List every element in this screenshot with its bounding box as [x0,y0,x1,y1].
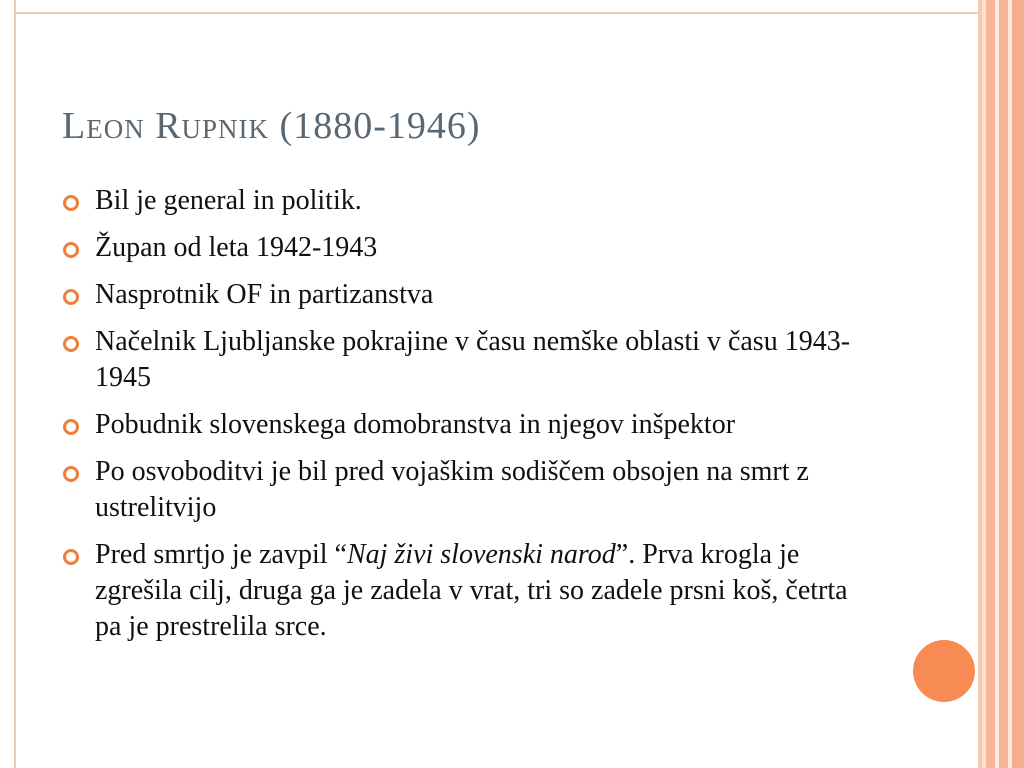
list-item [62,454,862,526]
decorative-stripe [986,0,995,768]
bullet-text: Nasprotnik OF in partizanstva [95,279,434,310]
frame-top-line [14,12,980,14]
list-item [62,407,862,443]
circle-bullet-icon [63,242,79,258]
quote-text: Naj živi slovenski narod [346,539,616,570]
list-item [62,277,862,313]
bullet-text [95,537,862,645]
quote-lead-text: Pred smrtjo je zavpil “ [95,539,347,570]
circle-bullet-icon [63,466,79,482]
decorative-stripe [999,0,1008,768]
list-item [62,183,862,219]
bullet-list [62,183,862,656]
list-item [62,537,862,645]
bullet-text: Načelnik Ljubljanske pokrajine v času nemške oblasti v času 1943-1945 [95,326,851,393]
bullet-text: Pobudnik slovenskega domobranstva in njegov inšpektor [95,409,736,440]
bullet-text: Po osvoboditvi je bil pred vojaškim sodiščem obsojen na smrt z ustrelitvijo [95,456,809,523]
circle-bullet-icon [63,419,79,435]
circle-bullet-icon [63,289,79,305]
decorative-stripe [1012,0,1024,768]
list-item [62,324,862,396]
slide-title: Leon Rupnik (1880-1946) [62,105,481,147]
frame-left-line [14,0,16,768]
decorative-circle [913,640,975,702]
quote-trail-text: ”. Prva krogla je zgrešila cilj, druga ga je zadela v vrat, tri so zadele prsni koš, četrta pa je prestrelila srce. [95,539,848,642]
list-item [62,230,862,266]
circle-bullet-icon [63,336,79,352]
circle-bullet-icon [63,549,79,565]
circle-bullet-icon [63,195,79,211]
bullet-text: Bil je general in politik. [95,185,362,216]
bullet-text: Župan od leta 1942-1943 [95,232,378,263]
